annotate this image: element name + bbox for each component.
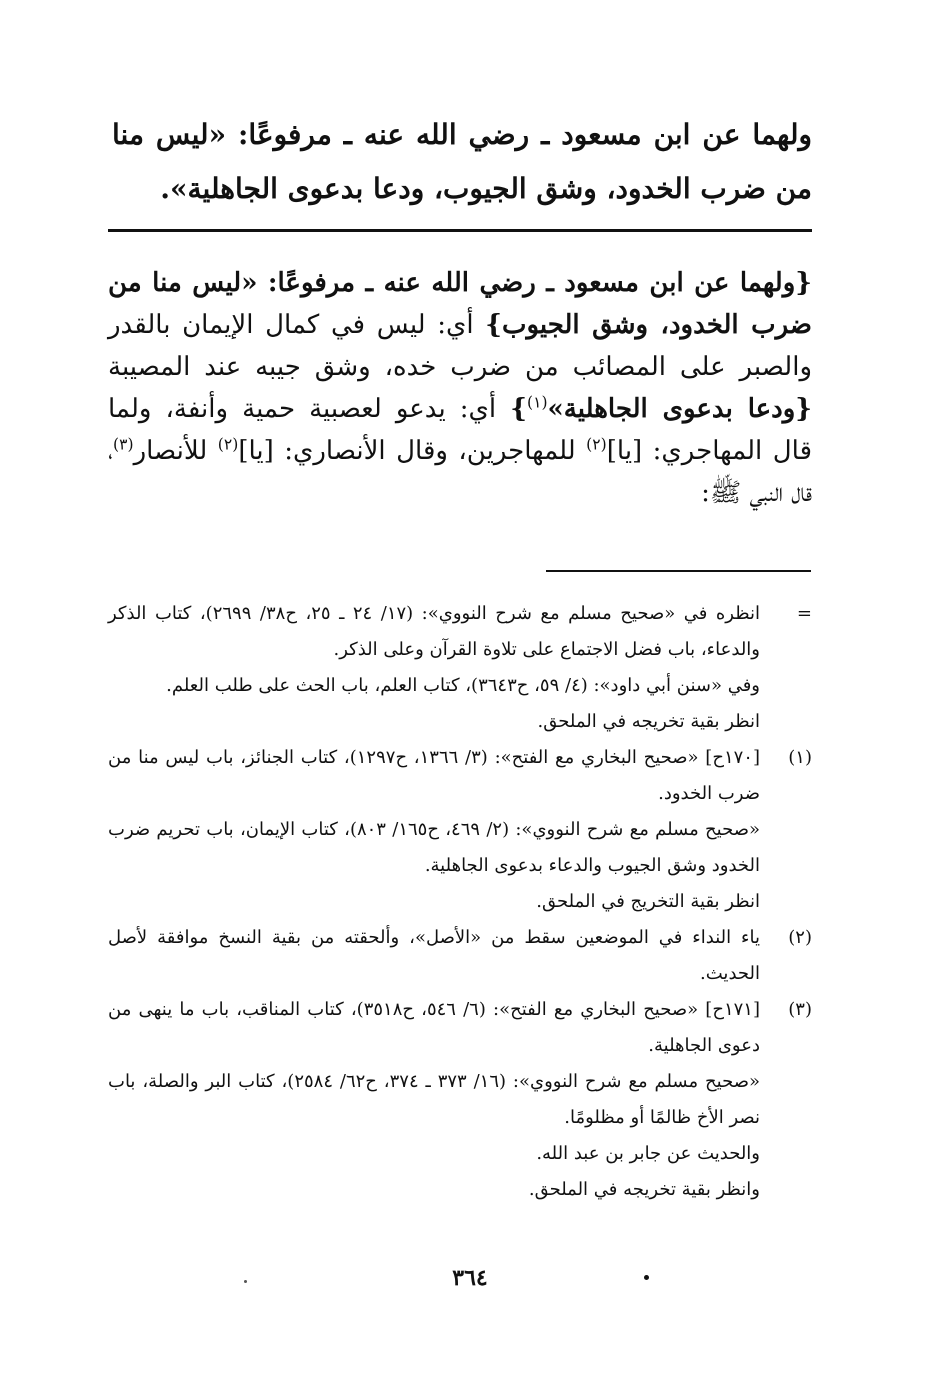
commentary-paragraph xyxy=(108,262,812,514)
footnote-body xyxy=(108,740,760,920)
page-number: ٣٦٤ xyxy=(452,1265,488,1291)
footnote-2 xyxy=(108,920,812,992)
footnote-line: [١٧١ح] «صحيح البخاري مع الفتح»: (٦/ ٥٤٦، ح٣٥١٨)، كتاب المناقب، باب ما ينهى من دعوى الجاهلية. xyxy=(108,999,760,1056)
footnote-3 xyxy=(108,992,812,1208)
footnote-mark: = xyxy=(796,603,812,624)
hadith-quote: {ودعا بدعوى الجاهلية» xyxy=(547,394,812,424)
footnote-body xyxy=(108,992,760,1208)
footnotes xyxy=(108,596,812,1208)
footnote-ref: (١) xyxy=(526,393,548,412)
commentary-text: أي: ليس في كمال الإيمان بالقدر والصبر على المصائب من ضرب خده، وشق جيبه عند المصيبة xyxy=(108,310,812,382)
footnote-line: ياء النداء في الموضعين سقط من «الأصل»، وألحقته من بقية النسخ موافقة لأصل الحديث. xyxy=(108,927,760,984)
footnote-ref: (٣) xyxy=(112,435,134,454)
footnote-line: انظر بقية التخريج في الملحق. xyxy=(536,891,760,912)
commentary-text: ، قال النبي ﷺ: xyxy=(108,436,812,508)
footnote-line: وفي «سنن أبي داود»: (٤/ ٥٩، ح٣٦٤٣)، كتاب العلم، باب الحث على طلب العلم. xyxy=(166,675,760,696)
footnote-mark: (٢) xyxy=(788,927,812,948)
commentary-text: للأنصار xyxy=(133,436,218,466)
print-speck xyxy=(244,1280,247,1283)
footnote-mark: (١) xyxy=(788,747,812,768)
footnote-line: انظره في «صحيح مسلم مع شرح النووي»: (١٧/ ٢٤ ـ ٢٥، ح٣٨/ ٢٦٩٩)، كتاب الذكر والدعاء، باب فضل الاجتماع على تلاوة القرآن وعلى الذكر. xyxy=(108,603,761,660)
commentary-text: للمهاجرين، وقال الأنصاري: [يا] xyxy=(238,436,587,466)
footnote-body xyxy=(108,596,760,740)
commentary-text: أي: يدعو لعصبية حمية وأنفة، ولما قال المهاجري: [يا] xyxy=(108,394,812,466)
footnote-body xyxy=(108,920,760,992)
hadith-quote: {ولهما عن ابن مسعود ـ رضي الله عنه ـ مرفوعًا: «ليس منا من ضرب الخدود، وشق الجيوب} xyxy=(108,268,812,340)
footnote-line: «صحيح مسلم مع شرح النووي»: (٢/ ٤٦٩، ح١٦٥/ ٨٠٣)، كتاب الإيمان، باب تحريم ضرب الخدود وشق الجيوب والدعاء بدعوى الجاهلية. xyxy=(108,819,760,876)
footnote-divider xyxy=(546,570,811,572)
footnote-mark: (٣) xyxy=(788,999,812,1020)
footnote-ref: (٢) xyxy=(217,435,239,454)
footnote-1 xyxy=(108,740,812,920)
quote-close-brace: } xyxy=(510,394,527,424)
print-dot xyxy=(644,1275,649,1280)
footnote-continued xyxy=(108,596,812,740)
hadith-text: ولهما عن ابن مسعود ـ رضي الله عنه ـ مرفوعًا: «ليس منا من ضرب الخدود، وشق الجيوب، ودعا بدعوى الجاهلية». xyxy=(112,118,812,205)
footnote-line: وانظر بقية تخريجه في الملحق. xyxy=(528,1179,760,1200)
footnote-line: انظر بقية تخريجه في الملحق. xyxy=(537,711,760,732)
footnote-line: [١٧٠ح] «صحيح البخاري مع الفتح»: (٣/ ١٣٦٦، ح١٢٩٧)، كتاب الجنائز، باب ليس منا من ضرب الخدود. xyxy=(108,747,760,804)
footnote-line: «صحيح مسلم مع شرح النووي»: (١٦/ ٣٧٣ ـ ٣٧٤، ح٦٢/ ٢٥٨٤)، كتاب البر والصلة، باب نصر الأخ ظالمًا أو مظلومًا. xyxy=(108,1071,760,1128)
footnote-line: والحديث عن جابر بن عبد الله. xyxy=(536,1143,760,1164)
section-divider xyxy=(108,229,812,232)
footnote-ref: (٢) xyxy=(586,435,607,454)
